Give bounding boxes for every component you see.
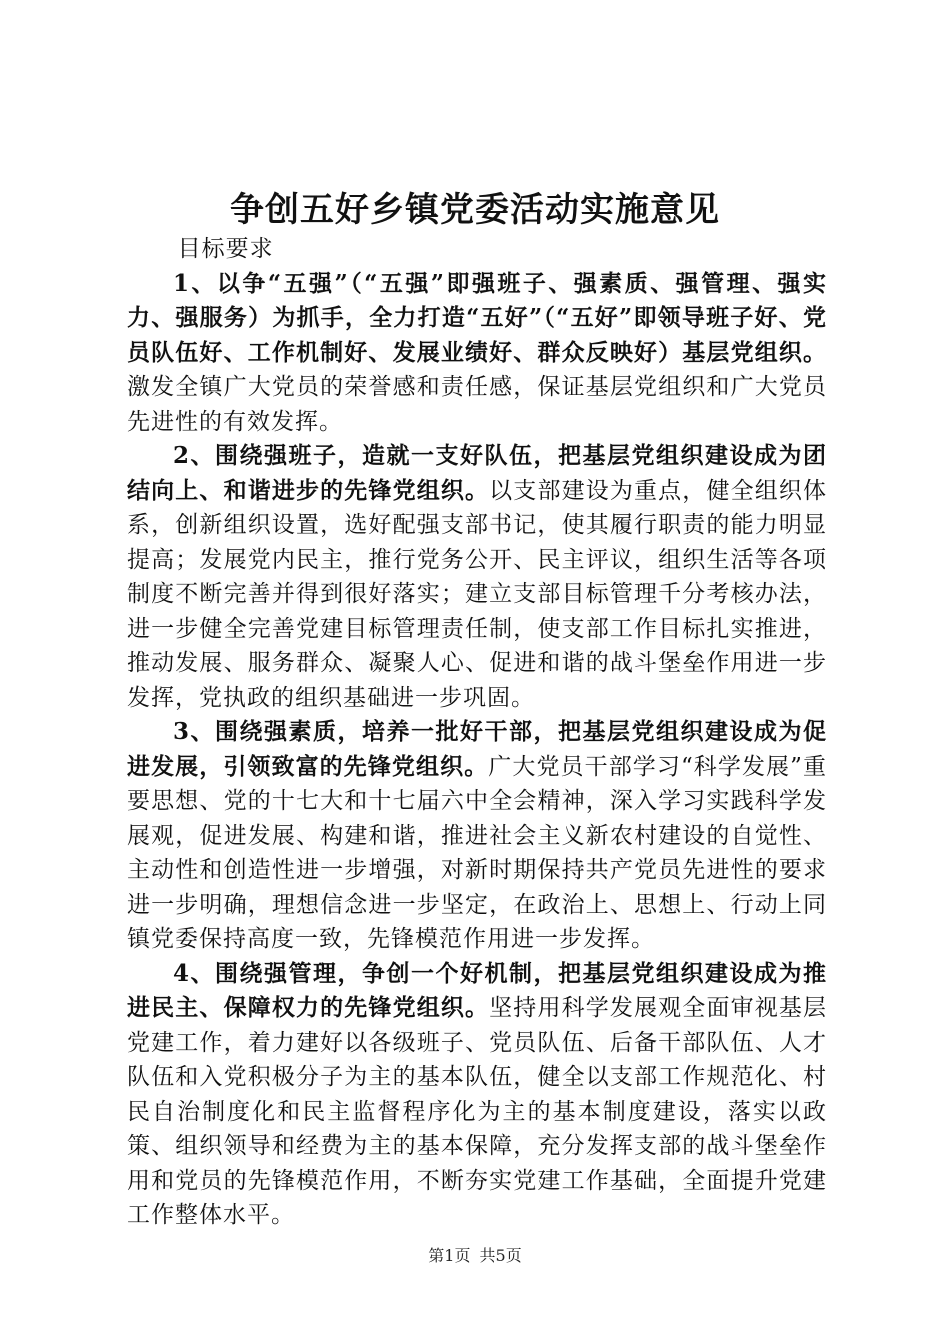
paragraph-3 xyxy=(127,715,827,957)
paragraph-body: 激发全镇广大党员的荣誉感和责任感，保证基层党组织和广大党员先进性的有效发挥。 xyxy=(127,374,827,435)
section-heading: 目标要求 xyxy=(177,236,274,262)
paragraph-4 xyxy=(127,957,827,1233)
paragraph-body: 以支部建设为重点，健全组织体系，创新组织设置，选好配强支部书记，使其履行职责的能力明显提高；发展党内民主，推行党务公开、民主评议，组织生活等各项制度不断完善并得到很好落实；建立支部目标管理千分考核办法，进一步健全完善党建目标管理责任制，使支部工作目标扎实推进，推动发展、服务群众、凝聚人心、促进和谐的战斗堡垒作用进一步发挥，党执政的组织基础进一步巩固。 xyxy=(127,477,828,711)
document-body xyxy=(127,232,827,1233)
paragraph-2 xyxy=(127,439,827,715)
page-total: 共5页 xyxy=(479,1246,522,1265)
paragraph-body: 广大党员干部学习“科学发展”重要思想、党的十七大和十七届六中全会精神，深入学习实践科学发展观，促进发展、构建和谐，推进社会主义新农村建设的自觉性、主动性和创造性进一步增强，对新时期保持共产党员先进性的要求进一步明确，理想信念进一步坚定，在政治上、思想上、行动上同镇党委保持高度一致，先锋模范作用进一步发挥。 xyxy=(127,753,827,952)
page-number: 第1页 xyxy=(428,1246,471,1265)
paragraph-lead: 1、以争“五强”（“五强”即强班子、强素质、强管理、强实力、强服务）为抓手，全力打造“五好”（“五好”即领导班子好、党员队伍好、工作机制好、发展业绩好、群众反映好）基层党组织。 xyxy=(127,269,827,366)
paragraph-body: 坚持用科学发展观全面审视基层党建工作，着力建好以各级班子、党员队伍、后备干部队伍、人才队伍和入党积极分子为主的基本队伍，健全以支部工作规范化、村民自治制度化和民主监督程序化为主的基本制度建设，落实以政策、组织领导和经费为主的基本保障，充分发挥支部的战斗堡垒作用和党员的先锋模范作用，不断夯实党建工作基础，全面提升党建工作整体水平。 xyxy=(127,995,828,1228)
paragraph-lead: 4、围绕强管理，争创一个好机制，把基层党组织建设成为推进民主、保障权力的先锋党组织。 xyxy=(127,959,827,1021)
page-footer xyxy=(0,1244,950,1268)
paragraph-lead: 3、围绕强素质，培养一批好干部，把基层党组织建设成为促进发展，引领致富的先锋党组织。 xyxy=(127,718,827,780)
document-title: 争创五好乡镇党委活动实施意见 xyxy=(230,190,720,230)
paragraph-1 xyxy=(127,267,827,440)
paragraph-lead: 2、围绕强班子，造就一支好队伍，把基层党组织建设成为团结向上、和谐进步的先锋党组织。 xyxy=(127,442,827,504)
